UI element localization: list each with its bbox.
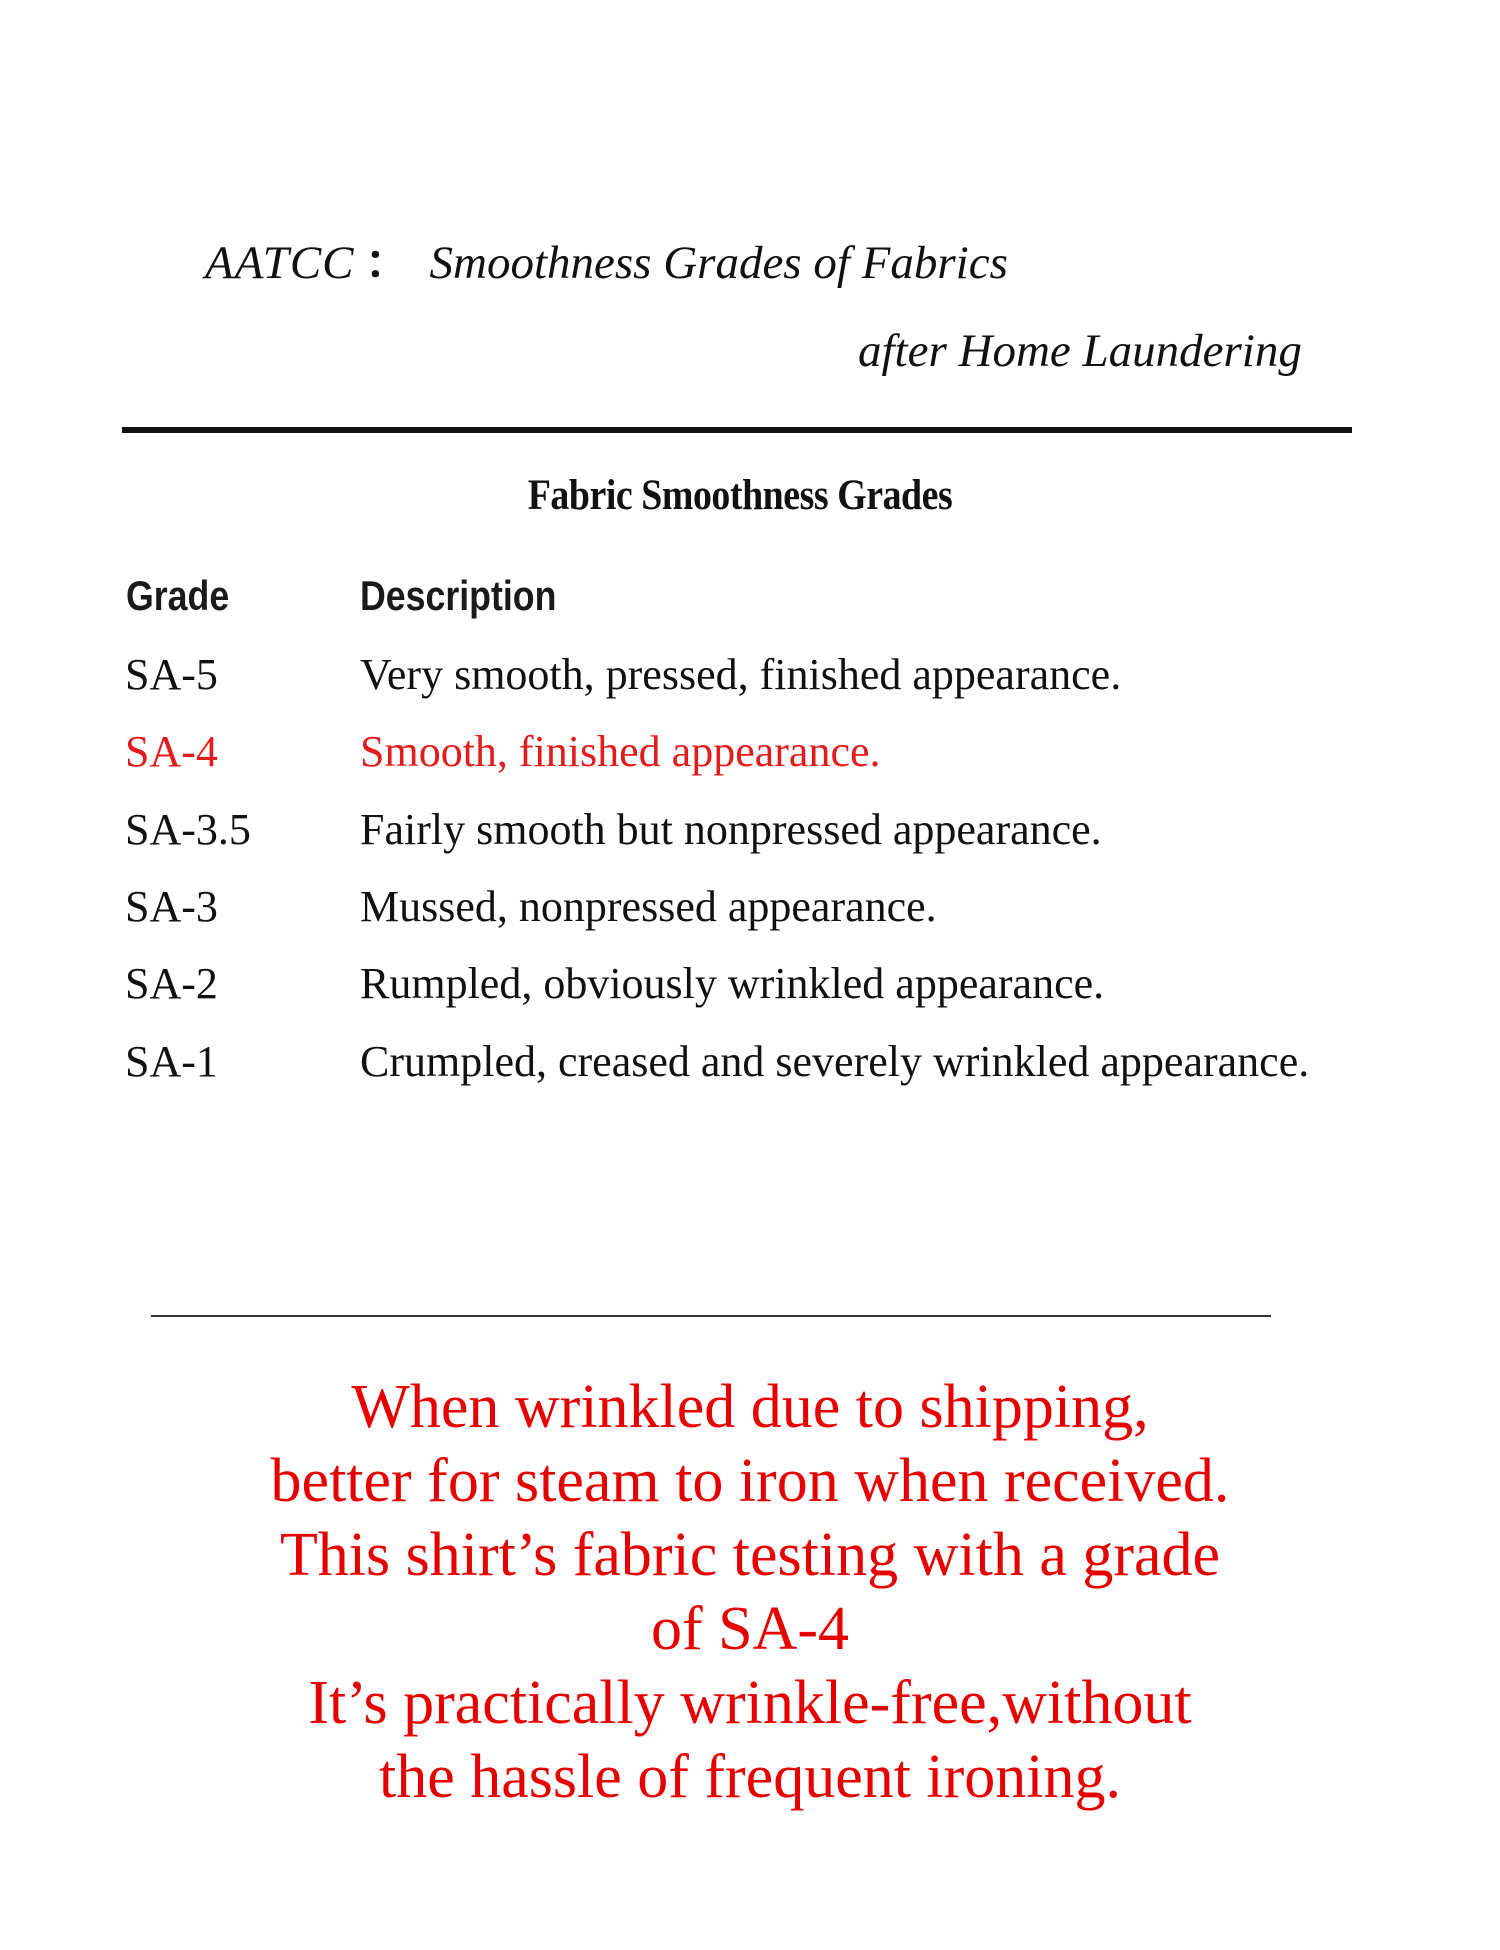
table-row (0, 650, 1500, 713)
title-line-2: after Home Laundering (858, 325, 1302, 377)
description-cell: Fairly smooth but nonpressed appearance. (360, 805, 1102, 854)
note-line: of SA-4 (650, 1595, 850, 1663)
grade-cell: SA-5 (125, 650, 218, 699)
grade-cell: SA-3 (125, 882, 218, 931)
organization-name: AATCC (205, 237, 355, 289)
note-line: better for steam to iron when received. (270, 1447, 1230, 1515)
table-row-highlighted (0, 727, 1500, 790)
title-line-1: Smoothness Grades of Fabrics (429, 237, 1008, 289)
grade-cell: SA-2 (125, 959, 218, 1008)
table-row (0, 882, 1500, 945)
grade-cell: SA-3.5 (125, 805, 251, 854)
note-line: This shirt’s fabric testing with a grade (279, 1521, 1221, 1589)
grade-cell: SA-4 (125, 727, 218, 776)
table-row (0, 1037, 1500, 1100)
description-cell: Mussed, nonpressed appearance. (360, 882, 937, 931)
column-header-description: Description (360, 572, 557, 619)
description-cell: Rumpled, obviously wrinkled appearance. (360, 959, 1105, 1008)
description-cell: Crumpled, creased and severely wrinkled appearance. (360, 1037, 1310, 1086)
section-divider (151, 1315, 1271, 1317)
grade-cell: SA-1 (125, 1037, 218, 1086)
table-heading: Fabric Smoothness Grades (527, 472, 953, 519)
title-separator: ： (364, 237, 412, 289)
promo-note (0, 1370, 1500, 1814)
header-divider (122, 427, 1352, 433)
note-line: the hassle of frequent ironing. (378, 1743, 1122, 1811)
note-line: It’s practically wrinkle-free,without (308, 1669, 1192, 1737)
column-header-grade: Grade (126, 572, 230, 619)
document-title (205, 237, 1008, 289)
table-row (0, 805, 1500, 868)
table-row (0, 959, 1500, 1022)
note-line: When wrinkled due to shipping, (351, 1373, 1149, 1441)
description-cell: Very smooth, pressed, finished appearance. (360, 650, 1122, 699)
description-cell: Smooth, finished appearance. (360, 727, 881, 776)
